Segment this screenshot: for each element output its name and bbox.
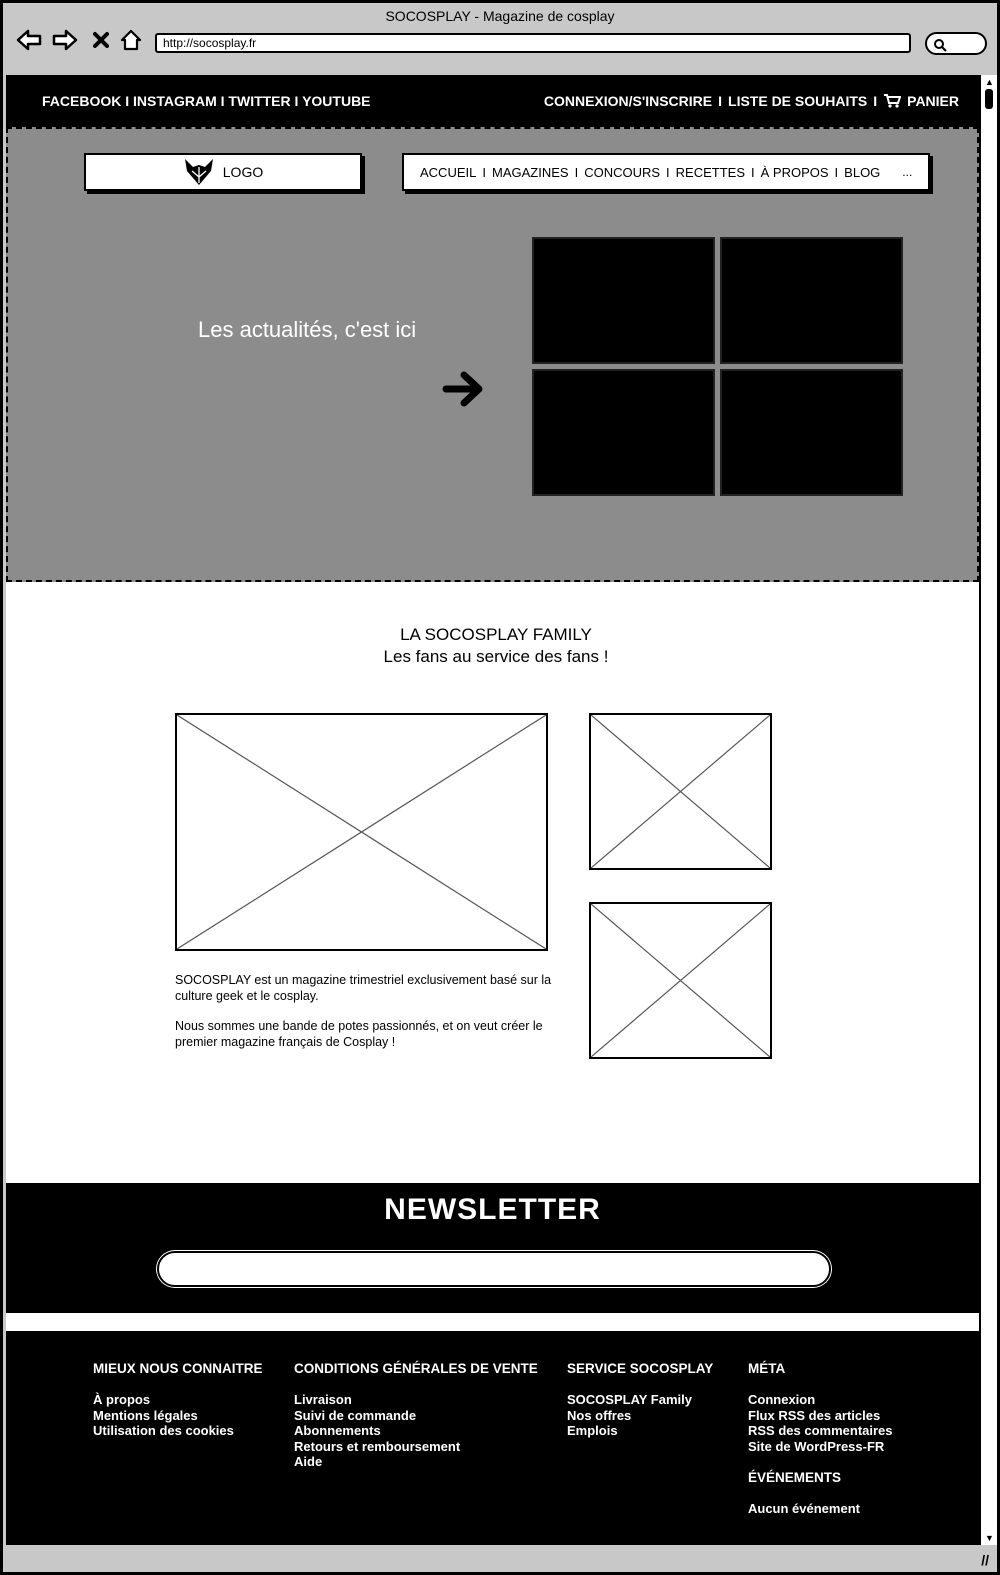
url-bar[interactable]: http://socosplay.fr [155, 33, 911, 53]
footer-link[interactable]: Utilisation des cookies [93, 1423, 234, 1438]
footer-link[interactable]: Retours et remboursement [294, 1438, 461, 1454]
footer-link[interactable]: Mentions légales [93, 1407, 198, 1423]
youtube-link[interactable]: YOUTUBE [302, 93, 371, 109]
web-page [6, 75, 979, 1545]
scroll-thumb[interactable] [985, 89, 993, 109]
browser-titlebar [3, 3, 997, 73]
nav-concours[interactable]: CONCOURS [584, 164, 661, 180]
image-placeholder-icon [177, 715, 546, 949]
nav-magazines[interactable]: MAGAZINES [491, 164, 569, 180]
right-arrow-icon[interactable] [442, 367, 486, 411]
top-bar [6, 75, 979, 127]
image-placeholder [589, 902, 772, 1059]
separator: I [751, 164, 755, 180]
image-placeholder [589, 713, 772, 870]
footer-link[interactable]: Abonnements [294, 1423, 381, 1438]
footer-link[interactable]: Flux RSS des articles [748, 1407, 881, 1423]
nav-accueil[interactable]: ACCUEIL [420, 164, 477, 180]
footer-heading: SERVICE SOCOSPLAY [567, 1361, 714, 1376]
image-placeholder-icon [591, 904, 770, 1057]
facebook-link[interactable]: FACEBOOK [42, 93, 122, 109]
footer-link[interactable]: Aide [294, 1454, 323, 1469]
footer-link[interactable]: Aucun événement [748, 1501, 860, 1516]
instagram-link[interactable]: INSTAGRAM [133, 93, 217, 109]
news-tile[interactable] [720, 369, 903, 496]
newsletter-email-input[interactable] [157, 1251, 831, 1287]
footer-link[interactable]: RSS des commentaires [748, 1423, 893, 1438]
cart-link[interactable]: PANIER [907, 93, 959, 109]
footer-column [748, 1361, 893, 1517]
separator: I [482, 164, 486, 180]
hero-title: Les actualités, c'est ici [198, 317, 417, 342]
footer-link[interactable]: Suivi de commande [294, 1407, 417, 1423]
stop-icon[interactable] [87, 27, 115, 53]
scroll-down-icon[interactable]: ▼ [985, 1533, 994, 1543]
footer-column [567, 1361, 713, 1439]
wishlist-link[interactable]: LISTE DE SOUHAITS [728, 93, 868, 109]
hero-section [6, 127, 979, 582]
main-nav [402, 153, 930, 191]
about-text [175, 972, 555, 1050]
newsletter-section [6, 1183, 979, 1313]
about-paragraph: SOCOSPLAY est un magazine trimestriel exclusivement basé sur la culture geek et le cosplay. [175, 973, 552, 1003]
separator: I [574, 164, 579, 180]
footer-heading: MÉTA [748, 1361, 786, 1376]
nav-more[interactable]: ... [902, 165, 913, 179]
separator: I [873, 93, 878, 109]
news-tile[interactable] [532, 237, 715, 364]
logo-label: LOGO [222, 164, 264, 180]
image-placeholder-icon [591, 715, 770, 868]
separator: I [834, 164, 839, 180]
nav-recettes[interactable]: RECETTES [675, 164, 745, 180]
search-icon [933, 38, 947, 52]
logo[interactable] [84, 153, 362, 191]
family-title: LA SOCOSPLAY FAMILY [400, 625, 592, 644]
account-links [544, 93, 959, 109]
footer-heading: ÉVÉNEMENTS [748, 1470, 842, 1485]
separator: I [294, 93, 299, 109]
footer-heading: CONDITIONS GÉNÉRALES DE VENTE [294, 1361, 538, 1376]
footer-link[interactable]: SOCOSPLAY Family [567, 1392, 692, 1407]
news-tile[interactable] [720, 237, 903, 364]
footer-link[interactable]: À propos [93, 1392, 151, 1407]
footer-link[interactable]: Nos offres [567, 1407, 632, 1423]
footer [6, 1331, 979, 1545]
twitter-link[interactable]: TWITTER [228, 93, 291, 109]
separator: I [666, 164, 670, 180]
cart-icon[interactable] [883, 93, 901, 109]
footer-column [93, 1361, 263, 1439]
image-placeholder [175, 713, 548, 951]
nav-blog[interactable]: BLOG [844, 164, 881, 180]
fox-logo-icon [183, 157, 215, 187]
separator: I [220, 93, 225, 109]
family-subtitle: Les fans au service des fans ! [383, 647, 609, 666]
forward-arrow-icon[interactable] [51, 27, 79, 53]
resize-grip-icon[interactable]: // [981, 1552, 989, 1568]
connexion-link[interactable]: CONNEXION/S'INSCRIRE [543, 93, 713, 109]
home-icon[interactable] [117, 27, 145, 53]
footer-link[interactable]: Emplois [567, 1423, 618, 1438]
back-arrow-icon[interactable] [15, 27, 43, 53]
social-links [42, 93, 371, 109]
news-tiles [532, 237, 904, 497]
footer-link[interactable]: Site de WordPress-FR [748, 1438, 885, 1454]
footer-column [294, 1361, 538, 1470]
footer-link[interactable]: Connexion [748, 1392, 816, 1407]
window-title: SOCOSPLAY - Magazine de cosplay [385, 8, 615, 24]
separator: I [718, 93, 723, 109]
footer-link[interactable]: Livraison [294, 1392, 352, 1407]
nav-a-propos[interactable]: À PROPOS [760, 164, 829, 180]
scroll-up-icon[interactable]: ▲ [985, 77, 994, 87]
family-section [6, 585, 979, 1185]
about-paragraph: Nous sommes une bande de potes passionnés, et on veut créer le premier magazine français de Cosplay ! [175, 1019, 543, 1049]
news-tile[interactable] [532, 369, 715, 496]
browser-search-box[interactable] [925, 32, 987, 55]
vertical-scrollbar[interactable] [979, 75, 997, 1545]
separator: I [125, 93, 130, 109]
footer-heading: MIEUX NOUS CONNAITRE [93, 1361, 263, 1376]
newsletter-title: NEWSLETTER [384, 1193, 601, 1226]
